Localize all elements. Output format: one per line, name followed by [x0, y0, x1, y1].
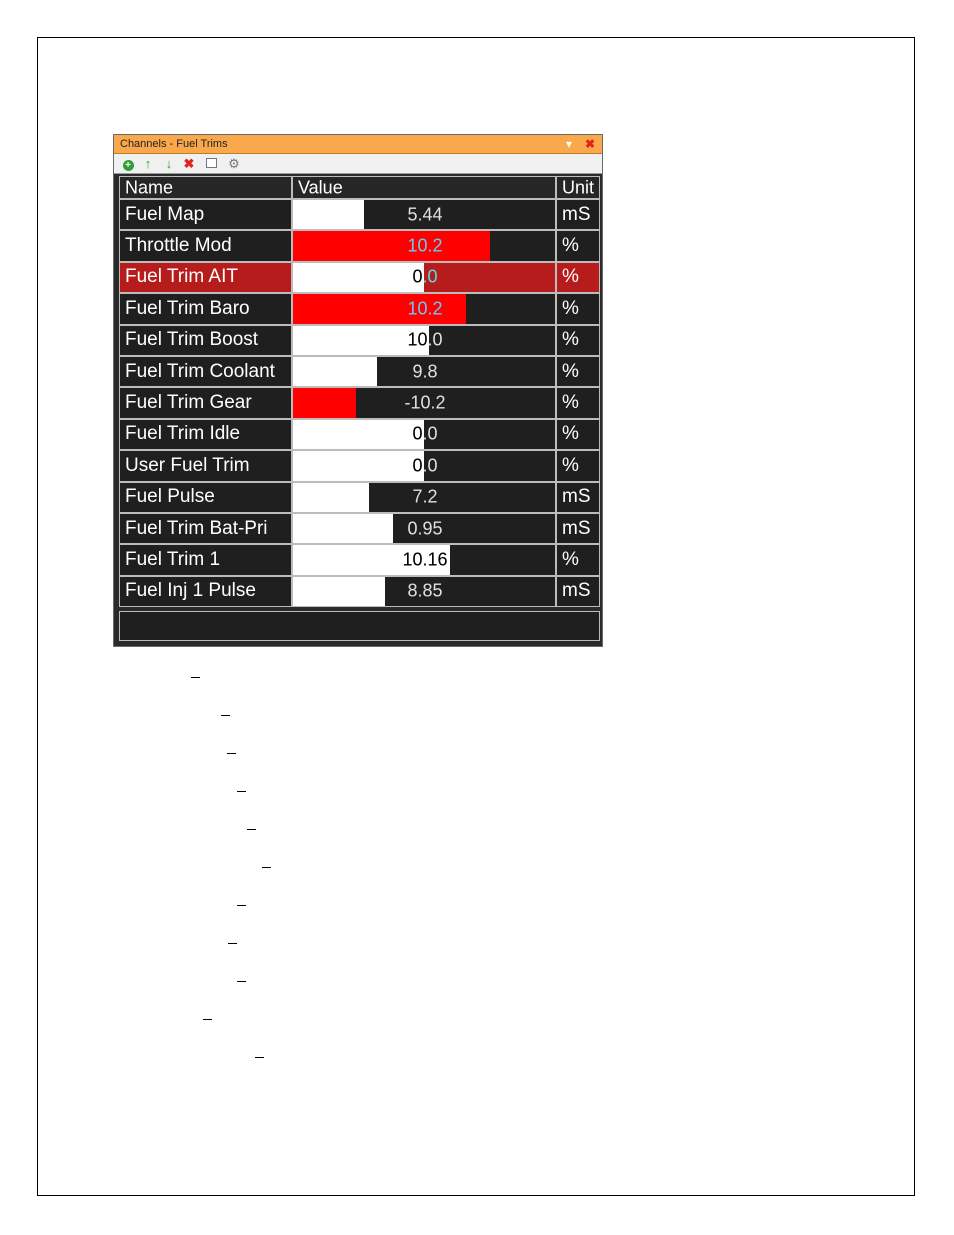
channel-name: Fuel Map	[125, 203, 205, 225]
channel-name-cell[interactable]	[119, 356, 292, 387]
channel-unit-cell[interactable]	[556, 325, 600, 356]
channel-name-cell[interactable]	[119, 576, 292, 607]
table-row[interactable]	[119, 482, 600, 513]
move-up-icon[interactable]: ↑	[144, 156, 152, 171]
channel-unit-cell[interactable]	[556, 482, 600, 513]
channel-unit-cell[interactable]	[556, 544, 600, 575]
channel-unit-cell[interactable]	[556, 356, 600, 387]
channel-unit: mS	[562, 203, 591, 225]
channel-name-cell[interactable]	[119, 262, 292, 293]
channel-value: 8.85	[407, 580, 443, 601]
toolbar	[114, 154, 602, 174]
channel-name-cell[interactable]	[119, 513, 292, 544]
column-header-value-label: Value	[298, 177, 343, 197]
channel-name-cell[interactable]	[119, 482, 292, 513]
column-header-unit[interactable]	[556, 176, 600, 199]
table-row[interactable]	[119, 387, 600, 418]
channel-name: Throttle Mod	[125, 235, 232, 257]
channel-unit: mS	[562, 517, 591, 539]
channel-value: 10.16	[402, 549, 448, 570]
channel-unit-cell[interactable]	[556, 513, 600, 544]
channel-name: Fuel Inj 1 Pulse	[125, 580, 256, 602]
channel-name-cell[interactable]	[119, 419, 292, 450]
channel-value: -10.2	[404, 392, 446, 413]
column-header-value[interactable]	[292, 176, 556, 199]
dash-mark	[237, 905, 246, 906]
channel-value-cell[interactable]	[292, 576, 556, 607]
table-row[interactable]	[119, 576, 600, 607]
header-row	[119, 176, 600, 199]
channel-name-cell[interactable]	[119, 230, 292, 261]
window-title: Channels - Fuel Trims	[120, 138, 228, 150]
dash-mark	[255, 1057, 264, 1058]
table-row[interactable]	[119, 293, 600, 324]
channel-value-cell[interactable]	[292, 356, 556, 387]
add-icon[interactable]: +	[120, 156, 136, 171]
dash-mark	[237, 981, 246, 982]
close-icon[interactable]: ✖	[584, 137, 596, 151]
dash-mark	[221, 715, 230, 716]
channel-unit-cell[interactable]	[556, 576, 600, 607]
channel-value: 0.0	[412, 266, 438, 287]
channel-name-cell[interactable]	[119, 293, 292, 324]
channel-unit-cell[interactable]	[556, 293, 600, 324]
column-header-name[interactable]	[119, 176, 292, 199]
dash-mark	[203, 1019, 212, 1020]
channel-value: 10.2	[407, 298, 443, 319]
channel-unit-cell[interactable]	[556, 230, 600, 261]
dash-mark	[227, 753, 236, 754]
dash-mark	[237, 791, 246, 792]
channel-unit-cell[interactable]	[556, 450, 600, 481]
channel-value: 7.2	[412, 486, 438, 507]
channel-name-cell[interactable]	[119, 544, 292, 575]
channel-grid	[119, 176, 600, 607]
channel-value-cell[interactable]	[292, 450, 556, 481]
channel-unit: mS	[562, 486, 591, 508]
channel-value-cell[interactable]	[292, 544, 556, 575]
channel-name: Fuel Trim Idle	[125, 423, 241, 445]
table-row[interactable]	[119, 419, 600, 450]
dash-mark	[247, 829, 256, 830]
table-row[interactable]	[119, 230, 600, 261]
table-row[interactable]	[119, 356, 600, 387]
channel-name: Fuel Trim Boost	[125, 329, 259, 351]
channel-value: 10.0	[407, 329, 443, 350]
channel-unit: %	[562, 423, 579, 445]
grid-footer	[119, 611, 600, 641]
channel-value: 0.0	[412, 455, 438, 476]
channel-value: 0.0	[412, 423, 438, 444]
channel-unit: %	[562, 235, 579, 257]
channel-unit: %	[562, 392, 579, 414]
delete-icon[interactable]: ✖	[183, 156, 195, 171]
channel-unit: %	[562, 329, 579, 351]
move-down-icon[interactable]: ↓	[165, 156, 173, 171]
channels-panel	[113, 134, 603, 647]
channel-name: Fuel Trim 1	[125, 548, 221, 570]
channel-unit: %	[562, 454, 579, 476]
channel-name: Fuel Trim Gear	[125, 392, 252, 414]
channel-rows	[119, 199, 600, 607]
channel-unit-cell[interactable]	[556, 419, 600, 450]
table-row[interactable]	[119, 544, 600, 575]
dropdown-icon[interactable]: ▾	[565, 137, 573, 151]
channel-unit-cell[interactable]	[556, 199, 600, 230]
channel-unit: %	[562, 548, 579, 570]
channel-value-cell[interactable]	[292, 262, 556, 293]
channel-value-cell[interactable]	[292, 293, 556, 324]
channel-name: Fuel Pulse	[125, 486, 215, 508]
settings-icon[interactable]: ⚙	[228, 156, 240, 171]
channel-unit: %	[562, 297, 579, 319]
table-row[interactable]	[119, 262, 600, 293]
dash-mark	[262, 867, 271, 868]
channel-value: 10.2	[407, 235, 443, 256]
channel-unit-cell[interactable]	[556, 262, 600, 293]
channel-name-cell[interactable]	[119, 450, 292, 481]
list-icon[interactable]	[203, 156, 219, 171]
table-row[interactable]	[119, 513, 600, 544]
channel-unit-cell[interactable]	[556, 387, 600, 418]
channel-name: Fuel Trim Baro	[125, 297, 250, 319]
channel-name-cell[interactable]	[119, 325, 292, 356]
channel-value: 5.44	[407, 204, 443, 225]
table-row[interactable]	[119, 199, 600, 230]
table-row[interactable]	[119, 325, 600, 356]
dash-mark	[191, 677, 200, 678]
column-header-name-label: Name	[125, 177, 174, 197]
channel-value-cell[interactable]	[292, 230, 556, 261]
channel-value-cell[interactable]	[292, 482, 556, 513]
channel-unit: %	[562, 266, 579, 288]
channel-name: Fuel Trim Coolant	[125, 360, 275, 382]
channel-value-cell[interactable]	[292, 419, 556, 450]
channel-value-cell[interactable]	[292, 387, 556, 418]
channel-unit: mS	[562, 580, 591, 602]
channel-value: 9.8	[412, 361, 438, 382]
channel-value-cell[interactable]	[292, 199, 556, 230]
channel-name-cell[interactable]	[119, 387, 292, 418]
channel-unit: %	[562, 360, 579, 382]
table-row[interactable]	[119, 450, 600, 481]
title-bar[interactable]	[114, 135, 602, 154]
channel-name: Fuel Trim Bat-Pri	[125, 517, 268, 539]
channel-name: Fuel Trim AIT	[125, 266, 238, 288]
channel-value-cell[interactable]	[292, 513, 556, 544]
channel-value-cell[interactable]	[292, 325, 556, 356]
dash-mark	[228, 943, 237, 944]
channel-value: 0.95	[407, 518, 443, 539]
column-header-unit-label: Unit	[562, 177, 595, 197]
channel-name: User Fuel Trim	[125, 454, 250, 476]
channel-name-cell[interactable]	[119, 199, 292, 230]
